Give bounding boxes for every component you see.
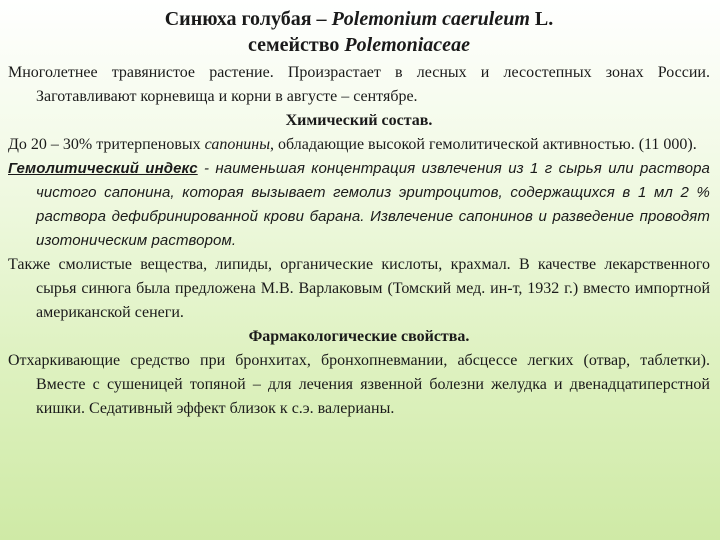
saponins-text-after: , обладающие высокой гемолитической активностью. (11 000).: [270, 136, 697, 153]
slide-title: [8, 0, 710, 58]
hemolytic-index-term: Гемолитический индекс: [8, 160, 198, 177]
chem-heading: Химический состав.: [285, 112, 433, 129]
title-latin-name: Polemonium caeruleum: [331, 8, 530, 30]
saponins-term: сапонины: [204, 136, 271, 153]
title-author: L.: [529, 8, 554, 30]
saponins-paragraph: [8, 133, 710, 157]
pharm-paragraph: Отхаркивающие средство при бронхитах, бронхопневмании, абсцессе легких (отвар, таблетки). Вместе с сушеницей топяной – для лечения язвенной болезни желудка и двенадцатиперстной кишки. Седативный эффект близок к с.э. валерианы.: [8, 352, 710, 417]
title-family-label: семейство: [248, 34, 345, 56]
title-line-1: [8, 6, 710, 32]
hemolytic-index-definition: - наименьшая концентрация извлечения из 1 г сырья или раствора чистого сапонина, которая вызывает гемолиз эритроцитов, содержащихся в 1 мл 2 % раствора дефибринированной крови барана. Извлечение сапонинов и разведение проводят изотоническим раствором.: [36, 160, 710, 249]
saponins-text-before: До 20 – 30% тритерпеновых: [8, 136, 205, 153]
intro-paragraph: Многолетнее травянистое растение. Произрастает в лесных и лесостепных зонах России. Заготавливают корневища и корни в августе – сентябре.: [8, 64, 710, 105]
title-common-name: Синюха голубая –: [164, 8, 332, 30]
pharm-heading: Фармакологические свойства.: [248, 328, 470, 345]
other-substances-paragraph: Также смолистые вещества, липиды, органические кислоты, крахмал. В качестве лекарственного сырья синюга была предложена М.В. Варлаковым (Томский мед. ин-т, 1932 г.) вместо импортной американской сенеги.: [8, 256, 710, 321]
title-family-latin: Polemoniaceae: [344, 34, 470, 56]
hemolytic-index-paragraph: [8, 157, 710, 253]
title-line-2: [8, 32, 710, 58]
